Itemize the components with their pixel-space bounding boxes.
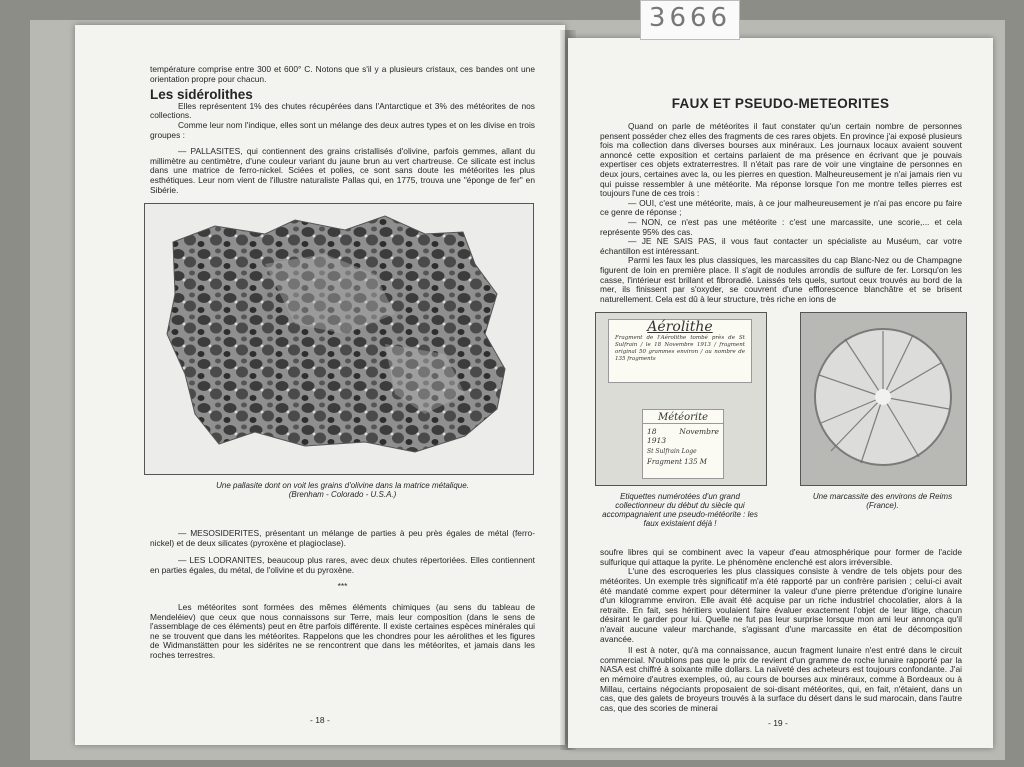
lunar-paragraph: Il est à noter, qu'à ma connaissance, aucun fragment lunaire n'est entré dans le circuit commercial. N'oublions pas que le prix de revient d'un gramme de roche lunaire rapporté par la NASA est chiffré à soixante mille dollars. La naïveté des acheteurs est toujours confondante. J'ai en mémoire d'autres exemples, où, au cours de bourses aux minéraux, comme à Bordeaux ou à Millau, certains négociants proposaient de soi-disant météorites, qui, en fait, n'étaient, dans un cas, que des galets de broyeurs trouvés à la surface du désert dans le sud marocain, dans l'autre cas, que des scories de minerai [600, 645, 962, 713]
meteorite-label [642, 409, 724, 479]
left-page [75, 25, 565, 745]
labels-photo [595, 312, 767, 486]
label-heading: Météorite [643, 413, 723, 424]
marcassite-caption: Une marcassite des environs de Reims (France). [812, 492, 953, 511]
figures-row [600, 312, 962, 548]
paragraph: — OUI, c'est une météorite, mais, à ce jour malheureusement je n'ai pas encore pu faire ce genre de réponse ; [600, 197, 962, 218]
section-separator: *** [337, 580, 348, 591]
paragraph: soufre libres qui se combinent avec la vapeur d'eau atmosphérique pour former de l'acide sulfurique qui attaque la pyrite. Le phénomène enclenché est alors irréversible. [600, 547, 962, 567]
mesosiderites-paragraph: — MESOSIDERITES, présentant un mélange de parties à peu près égales de métal (ferro-nickel) et de deux silicates (pyroxène et plagioclase). [150, 528, 535, 548]
label-text: Fragment de l'Aérolithe tombé près de St Sulfrain / le 18 Novembre 1913 / fragment original 50 grammes environ / au nombre de 135 fragments [615, 334, 745, 362]
marcassite-image [801, 313, 966, 485]
inventory-sticker: 3666 [640, 0, 740, 40]
pallasite-photo [144, 203, 534, 475]
paragraph: Elles représentent 1% des chutes récupérées dans l'Antarctique et 3% des météorites de nos collections. [150, 100, 535, 121]
pallasite-image [145, 204, 533, 474]
paragraph: — JE NE SAIS PAS, il vous faut contacter un spécialiste au Muséum, car votre échantillon est intéressant. [600, 236, 962, 256]
photo-caption-location: (Brenham - Colorado - U.S.A.) [288, 490, 397, 500]
aerolithe-label [608, 319, 752, 383]
lodranites-paragraph: — LES LODRANITES, beaucoup plus rares, avec deux chutes répertoriées. Elles contiennent en parties égales, du métal, de l'olivine et du pyroxène. [150, 555, 535, 575]
labels-caption: Etiquettes numérotées d'un grand collectionneur du début du siècle qui accompagnaient une pseudo-météorite : les faux existaient déjà ! [602, 492, 758, 529]
composition-paragraph: Les météorites sont formées des mêmes éléments chimiques (au sens du tableau de Mendeléiev) que ceux que nous connaissons sur Terre, mais leur composition (dans le sens de l'assemblage de ces éléments) peut en être parfois différente. Il existe certaines espèces minérales qui ne se trouvent que dans les météorites. Rappelons que les chondres pour les aérolithes et les figures de Widmanstätten pour les sidérites ne se rencontrent que dans les météorites, et jamais dans les roches terrestres. [150, 602, 535, 661]
paragraph: — NON, ce n'est pas une météorite : c'est une marcassite, une scorie,... et cela représente 95% des cas. [600, 216, 962, 237]
section-title: Les sidérolithes [150, 87, 253, 103]
label-place: St Sulfrain Loge [647, 448, 697, 456]
photo-caption: Une pallasite dont on voit les grains d'olivine dans la matrice métalique. [216, 481, 469, 491]
label-date: 18 Novembre 1913 [647, 426, 719, 446]
paragraph: Quand on parle de météorites il faut constater qu'un certain nombre de personnes pensent posséder chez elles des fragments de ces rares objets. En province j'ai exposé plusieurs fois ma collection dans diverses bourses aux minéraux. Les journaux locaux avaient souvent annoncé cette exposition et certains parlaient de ma présence en écrivant que je pouvais expertiser ces objets extraterrestres. Il n'était pas rare de voir une vingtaine de personnes en deux jours, certaines avec la, ou les pierres en question. Malheureusement je n'ai jamais rien vu qui puisse ressembler à une météorite. Ma réponse lorsque l'on me montre telles pierres est toujours l'une de ces trois : [600, 121, 962, 199]
right-page [568, 38, 993, 748]
page-title: FAUX ET PSEUDO-METEORITES [671, 96, 890, 111]
marcassite-photo [800, 312, 967, 486]
page-number: - 19 - [768, 718, 788, 728]
intro-paragraph: température comprise entre 300 et 600° C. Notons que s'il y a plusieurs cristaux, ces bandes ont une orientation propre pour chacun. [150, 64, 535, 84]
escroqueries-paragraph: L'une des escroqueries les plus classiques consiste à vendre de tels objets pour des météorites. Un exemple très significatif m'a été rapporté par un confrère parisien ; celui-ci avait été mandaté comme expert pour déterminer la valeur d'une pierre prétendue d'origine lunaire d'un kilogramme environ. Elle avait été acquise par un riche industriel chocolatier, alors à la retraite. En fait, ses héritiers voulaient faire évaluer exactement l'objet de leur litige, chacun désirant le garder pour lui. Quelle ne fut pas leur surprise lorsque mon ami leur annonça qu'il n'avait aucune valeur marchande, s'agissant d'une marcassite en état de décomposition avancée. [600, 566, 962, 644]
booklet [30, 20, 1005, 760]
label-weight: Fragment 135 M [647, 457, 707, 466]
page-number: - 18 - [310, 715, 330, 725]
right-page-content [600, 122, 962, 713]
marcassite-paragraph: Parmi les faux les plus classiques, les marcassites du cap Blanc-Nez ou de Champagne figurent de loin en première place. Il s'agit de nodules arrondis de sulfure de fer. Lorsqu'on les casse, l'intérieur est brillant et fibroradié. Laissés tels quels, surtout ceux trouvés au bord de la mer, ils finissent par s'oxyder, se couvrent d'une efflorescence blanchâtre et se brisent naturellement. Cela est dû à leur structure, très riche en ions de [600, 255, 962, 304]
label-heading: Aérolithe [647, 319, 713, 336]
paragraph: Comme leur nom l'indique, elles sont un mélange des deux autres types et on les divise en trois groupes : [150, 119, 535, 140]
pallasites-paragraph: — PALLASITES, qui contiennent des grains cristallisés d'olivine, parfois gemmes, allant du millimètre au centimètre, d'une couleur variant du jaune brun au vert chartreuse. Ce silicate est inclus dans une matrice de ferro-nickel. Sciées et polies, ce sont sans doute les météorites les plus esthétiques. Leur nom vient de l'illustre naturaliste Pallas qui, en 1775, trouva une "éponge de fer" en Sibérie. [150, 146, 535, 195]
left-page-content [150, 65, 535, 661]
